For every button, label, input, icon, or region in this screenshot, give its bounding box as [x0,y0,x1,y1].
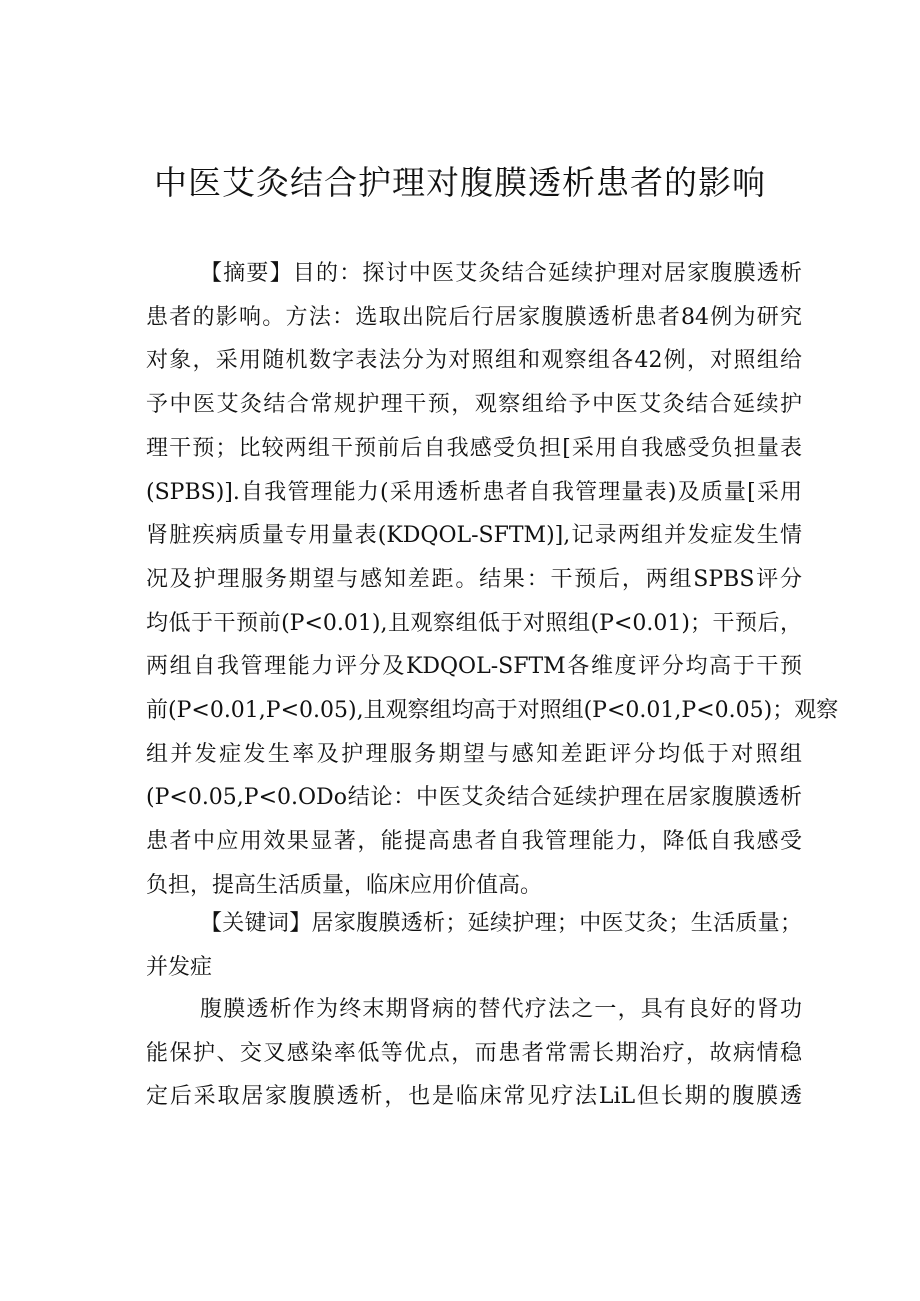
abstract-line: 均低于干预前(P<0.01),且观察组低于对照组(P<0.01)；干预后， [146,610,802,636]
abstract-line: 组并发症发生率及护理服务期望与感知差距评分均低于对照组 [146,741,802,767]
intro-line: 能保护、交叉感染率低等优点，而患者常需长期治疗，故病情稳 [146,1040,802,1066]
abstract-line: 【摘要】目的：探讨中医艾灸结合延续护理对居家腹膜透析 [200,261,802,286]
keywords-paragraph [146,902,802,989]
paper-title: 中医艾灸结合护理对腹膜透析患者的影响 [154,163,766,202]
abstract-paragraph [146,252,839,908]
abstract-line: 两组自我管理能力评分及KDQOL-SFTM各维度评分均高于干预 [146,654,802,680]
abstract-line: (SPBS)].自我管理能力(采用透析患者自我管理量表)及质量[采用 [146,479,802,505]
abstract-line: 对象，采用随机数字表法分为对照组和观察组各42例，对照组给 [146,348,802,374]
abstract-line: 肾脏疾病质量专用量表(KDQOL-SFTM)],记录两组并发症发生情 [146,523,802,549]
abstract-line: 理干预；比较两组干预前后自我感受负担[采用自我感受负担量表 [146,435,802,461]
abstract-line: (P<0.05,P<0.ODo结论：中医艾灸结合延续护理在居家腹膜透析 [146,785,802,811]
keywords-line: 并发症 [146,954,213,980]
intro-line: 定后采取居家腹膜透析，也是临床常见疗法LiL但长期的腹膜透 [146,1084,802,1110]
intro-line: 腹膜透析作为终末期肾病的替代疗法之一，具有良好的肾功 [200,997,802,1022]
abstract-line: 患者中应用效果显著，能提高患者自我管理能力，降低自我感受 [146,829,802,855]
abstract-line: 患者的影响。方法：选取出院后行居家腹膜透析患者84例为研究 [146,304,802,330]
keywords-line: 【关键词】居家腹膜透析；延续护理；中医艾灸；生活质量； [200,911,802,936]
abstract-line: 况及护理服务期望与感知差距。结果：干预后，两组SPBS评分 [146,566,802,592]
abstract-line: 前(P<0.01,P<0.05),且观察组均高于对照组(P<0.01,P<0.05)；观察 [146,698,839,724]
abstract-line: 负担，提高生活质量，临床应用价值高。 [146,872,543,898]
abstract-line: 予中医艾灸结合常规护理干预，观察组给予中医艾灸结合延续护 [146,392,802,418]
intro-paragraph [146,988,802,1119]
